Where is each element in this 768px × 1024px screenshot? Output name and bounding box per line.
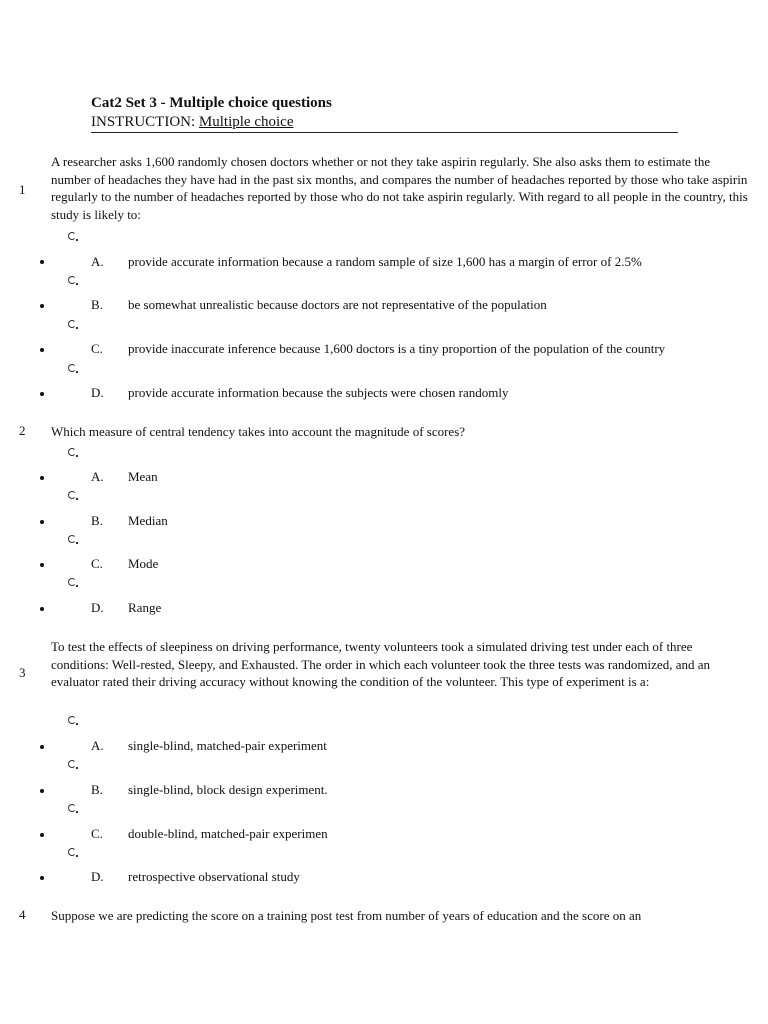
instruction-label: INSTRUCTION: [91,114,196,130]
option-letter: D. [91,600,104,615]
question-text: To test the effects of sleepiness on driving performance, twenty volunteers took a simulated driving test under each of three conditions: Well-rested, Sleepy, and Exhausted. The order in which each volunteer took the three tests was randomized, and an evaluator rated their driving accuracy without knowing the condition of the volunteer. This type of experiment is a: [51,639,710,689]
radio-icon[interactable] [68,760,76,768]
bullet-icon [40,476,44,480]
option-letter: C. [91,826,103,841]
option-letter: B. [91,297,103,312]
document-header [91,94,678,133]
question-number: 3 [19,665,26,680]
bullet-icon [40,607,44,611]
option-text: single-blind, block design experiment. [128,782,328,797]
option-text: provide accurate information because a random sample of size 1,600 has a margin of error of 2.5% [128,254,642,269]
bullet-icon [40,304,44,308]
option-text: double-blind, matched-pair experimen [128,826,328,841]
bullet-icon [40,348,44,352]
radio-icon[interactable] [68,535,76,543]
option-text: retrospective observational study [128,869,300,884]
option-letter: C. [91,341,103,356]
question-number: 1 [19,182,26,197]
option-text: Median [128,513,168,528]
radio-icon[interactable] [68,578,76,586]
radio-icon[interactable] [68,320,76,328]
radio-icon[interactable] [68,716,76,724]
question-number: 4 [19,907,26,922]
bullet-icon [40,260,44,264]
option-letter: C. [91,556,103,571]
question-text: Suppose we are predicting the score on a training post test from number of years of education and the score on an [51,908,642,923]
bullet-icon [40,833,44,837]
bullet-icon [40,745,44,749]
option-text: provide accurate information because the subjects were chosen randomly [128,385,509,400]
option-text: Range [128,600,162,615]
radio-icon[interactable] [68,232,76,240]
option-text: Mean [128,469,158,484]
radio-icon[interactable] [68,448,76,456]
option-letter: D. [91,385,104,400]
radio-icon[interactable] [68,491,76,499]
radio-icon[interactable] [68,848,76,856]
option-letter: A. [91,738,104,753]
radio-icon[interactable] [68,364,76,372]
option-letter: B. [91,513,103,528]
bullet-icon [40,520,44,524]
bullet-icon [40,876,44,880]
question-number: 2 [19,423,26,438]
bullet-icon [40,392,44,396]
question-text: A researcher asks 1,600 randomly chosen doctors whether or not they take aspirin regularly. She also asks them to estimate the number of headaches they have had in the past six months, and compares the number of headaches reported by those who take aspirin regularly to the number of headaches reported by those who do not take aspirin regularly. With regard to all people in the country, this study is likely to: [51,154,748,222]
option-letter: B. [91,782,103,797]
instruction-line [91,113,678,133]
option-letter: A. [91,469,104,484]
page-title: Cat2 Set 3 - Multiple choice questions [91,95,332,111]
option-text: Mode [128,556,159,571]
bullet-icon [40,789,44,793]
radio-icon[interactable] [68,804,76,812]
question-text: Which measure of central tendency takes into account the magnitude of scores? [51,424,466,439]
option-letter: D. [91,869,104,884]
instruction-value: Multiple choice [198,114,294,130]
radio-icon[interactable] [68,276,76,284]
option-letter: A. [91,254,104,269]
option-text: be somewhat unrealistic because doctors are not representative of the population [128,297,547,312]
bullet-icon [40,563,44,567]
option-text: provide inaccurate inference because 1,600 doctors is a tiny proportion of the population of the country [128,341,666,356]
option-text: single-blind, matched-pair experiment [128,738,327,753]
